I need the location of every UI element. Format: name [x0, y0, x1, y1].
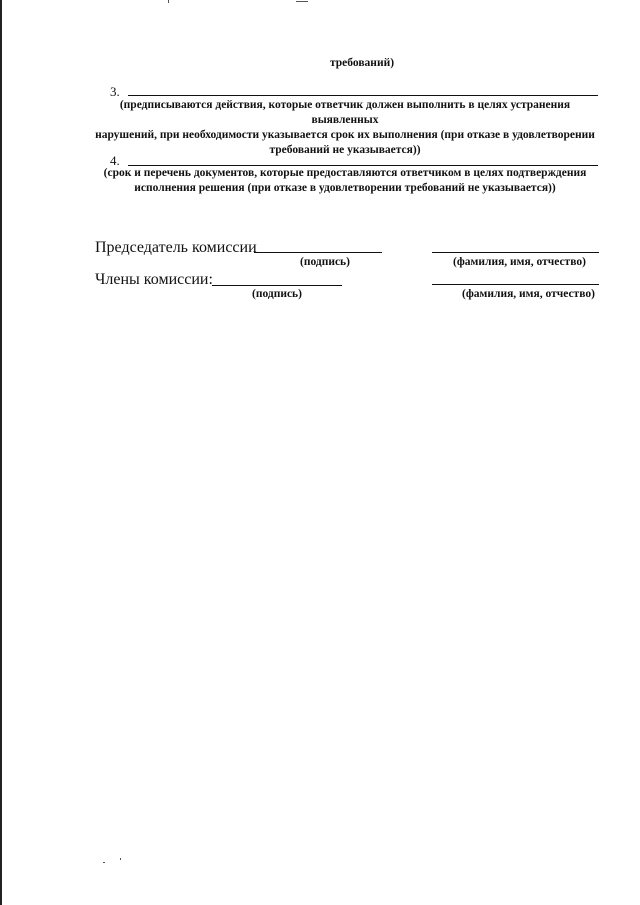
item4-number: 4.: [110, 153, 120, 168]
item3-number: 3.: [110, 84, 120, 99]
chairman-name-caption: (фамилия, имя, отчество): [453, 256, 586, 268]
chairman-signature-caption: (подпись): [300, 256, 350, 268]
item4-note-line2: исполнения решения (при отказе в удовлетворении требований не указывается)): [134, 182, 556, 194]
item4-note-line1: (срок и перечень документов, которые предоставляются ответчиком в целях подтверждения: [103, 167, 587, 179]
scan-edge-left: [0, 0, 2, 905]
chairman-name-line: [432, 252, 599, 253]
members-label: Члены комиссии:: [95, 271, 213, 288]
members-name-caption: (фамилия, имя, отчество): [462, 288, 595, 300]
item3-note-line1: (предписываются действия, которые ответчик должен выполнить в целях устранения выявленных: [119, 99, 571, 126]
members-name-line: [432, 284, 599, 285]
item3-fill-line: [128, 95, 598, 96]
continuation-text: требований): [330, 57, 395, 69]
members-signature-line: [212, 285, 342, 286]
chairman-signature-line: [254, 252, 382, 253]
item4-note: [90, 166, 600, 196]
item3-note-line3: требований не указывается)): [269, 144, 421, 156]
scan-mark-bottom-1: [103, 862, 105, 863]
item3-note: [90, 98, 600, 158]
scan-mark-top-2: [296, 1, 308, 2]
item3-note-line2: нарушений, при необходимости указывается срок их выполнения (при отказе в удовлетворении: [95, 129, 595, 141]
members-signature-caption: (подпись): [252, 288, 302, 300]
chairman-label: Председатель комиссии: [95, 239, 257, 256]
scan-mark-top-1: [168, 0, 169, 3]
scan-mark-bottom-2: [120, 858, 121, 860]
